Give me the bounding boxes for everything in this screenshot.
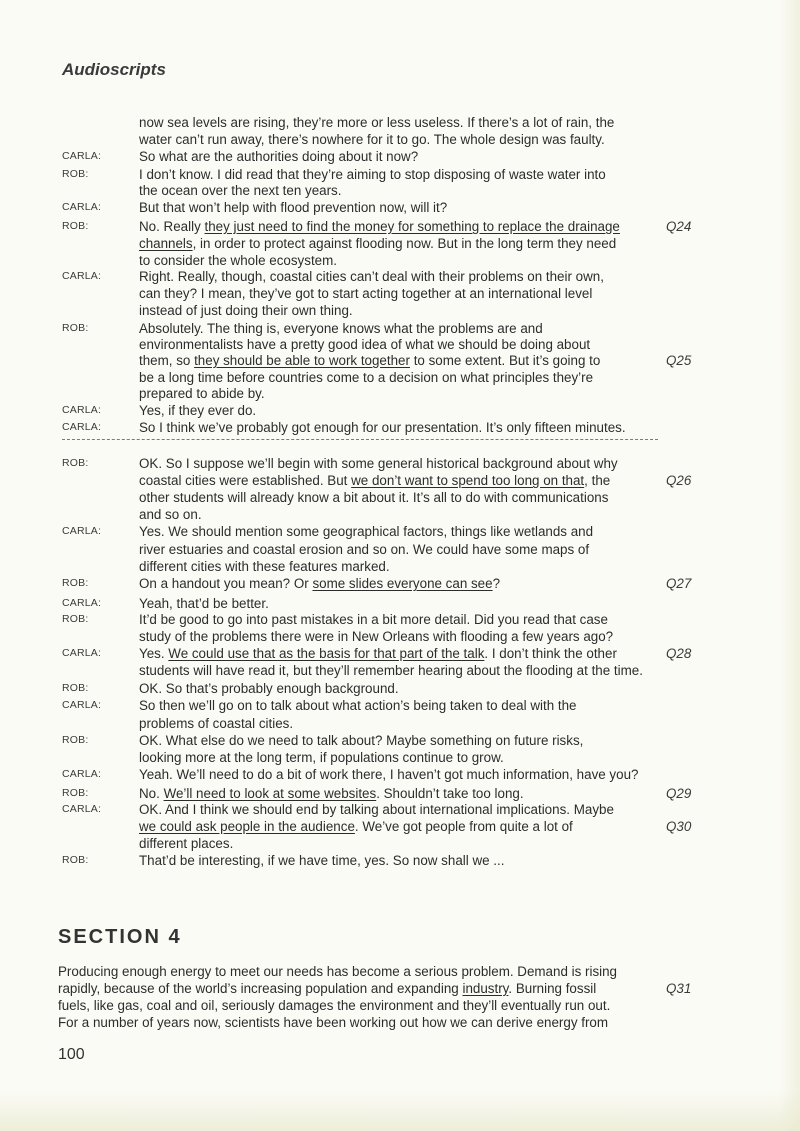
answer-underline: some slides everyone can see <box>312 576 493 591</box>
line-text <box>139 715 293 732</box>
text-run: , the <box>584 473 611 488</box>
line-text <box>139 541 589 558</box>
speaker-label: CARLA: <box>62 803 102 815</box>
line-text <box>139 131 605 148</box>
line-text <box>139 523 593 540</box>
line-text <box>139 199 447 216</box>
text-run: fuels, like gas, coal and oil, seriously damages the environment and they’ll eventually run out. <box>58 998 611 1013</box>
text-run: prepared to abide by. <box>139 386 265 401</box>
line-text <box>139 218 620 235</box>
text-run: . I don’t think the other <box>484 646 617 661</box>
line-text <box>139 852 504 869</box>
line-text <box>139 336 590 353</box>
text-run: No. Really <box>139 219 205 234</box>
text-run: now sea levels are rising, they’re more or less useless. If there’s a lot of rain, the <box>139 115 615 130</box>
paragraph-text <box>58 1014 608 1031</box>
speaker-label: CARLA: <box>62 270 102 282</box>
line-text <box>139 268 604 285</box>
text-run: looking more at the long term, if populations continue to grow. <box>139 750 504 765</box>
line-text <box>139 472 610 489</box>
line-text <box>139 628 613 645</box>
line-text <box>139 749 504 766</box>
text-run: Producing enough energy to meet our needs has become a serious problem. Demand is rising <box>58 964 618 979</box>
speaker-label: ROB: <box>62 577 89 589</box>
answer-underline: channels <box>139 236 193 251</box>
text-run: water can’t run away, there’s nowhere for it to go. The whole design was faulty. <box>139 132 605 147</box>
text-run: . Shouldn’t take too long. <box>376 786 524 801</box>
question-marker: Q26 <box>666 473 692 488</box>
speaker-label: CARLA: <box>62 647 102 659</box>
line-text <box>139 148 418 165</box>
line-text <box>139 419 626 436</box>
text-run: different places. <box>139 836 234 851</box>
line-text <box>139 835 233 852</box>
line-text <box>139 302 353 319</box>
speaker-label: ROB: <box>62 682 89 694</box>
text-run: and so on. <box>139 507 202 522</box>
speaker-label: ROB: <box>62 787 89 799</box>
page-number: 100 <box>58 1046 85 1063</box>
text-run: ? <box>492 576 501 591</box>
speaker-label: CARLA: <box>62 768 102 780</box>
dashed-divider <box>62 439 658 440</box>
page-edge-shadow <box>778 0 800 1131</box>
speaker-label: ROB: <box>62 322 89 334</box>
speaker-label: CARLA: <box>62 201 102 213</box>
text-run: OK. What else do we need to talk about? Maybe something on future risks, <box>139 733 584 748</box>
line-text <box>139 506 202 523</box>
line-text <box>139 595 269 612</box>
question-marker: Q28 <box>666 646 692 661</box>
line-text <box>139 645 617 662</box>
line-text <box>139 320 543 337</box>
speaker-label: ROB: <box>62 457 89 469</box>
answer-underline: we don’t want to spend too long on that <box>351 473 585 488</box>
text-run: . Burning fossil <box>508 981 597 996</box>
text-run: can they? I mean, they’ve got to start acting together at an international level <box>139 286 593 301</box>
running-header: Audioscripts <box>62 60 166 79</box>
line-text <box>139 402 256 419</box>
page-bottom-shadow <box>0 1091 800 1131</box>
line-text <box>139 785 524 802</box>
text-run: the ocean over the next ten years. <box>139 183 342 198</box>
line-text <box>139 662 643 679</box>
line-text <box>139 732 583 749</box>
answer-underline: We could use that as the basis for that part of the talk <box>168 646 485 661</box>
line-text <box>139 369 593 386</box>
speaker-label: CARLA: <box>62 699 102 711</box>
line-text <box>139 114 614 131</box>
line-text <box>139 182 341 199</box>
text-run: I don’t know. I did read that they’re aiming to stop disposing of waste water into <box>139 167 606 182</box>
line-text <box>139 611 608 628</box>
line-text <box>139 385 265 402</box>
text-run: OK. So that’s probably enough background. <box>139 681 399 696</box>
speaker-label: ROB: <box>62 854 89 866</box>
text-run: be a long time before countries come to a decision on what principles they’re <box>139 370 594 385</box>
answer-underline: they just need to find the money for something to replace the drainage <box>204 219 620 234</box>
question-marker: Q25 <box>666 353 692 368</box>
text-run: That’d be interesting, if we have time, yes. So now shall we ... <box>139 853 505 868</box>
text-run: For a number of years now, scientists have been working out how we can derive energy from <box>58 1015 609 1030</box>
line-text <box>139 558 390 575</box>
text-run: It’d be good to go into past mistakes in a bit more detail. Did you read that case <box>139 612 608 627</box>
speaker-label: ROB: <box>62 168 89 180</box>
text-run: On a handout you mean? Or <box>139 576 313 591</box>
line-text <box>139 697 576 714</box>
speaker-label: CARLA: <box>62 597 102 609</box>
text-run: students will have read it, but they’ll remember hearing about the flooding at the time. <box>139 663 643 678</box>
text-run: to consider the whole ecosystem. <box>139 253 337 268</box>
speaker-label: ROB: <box>62 220 89 232</box>
answer-underline: industry <box>462 981 509 996</box>
text-run: them, so <box>139 353 195 368</box>
text-run: Yeah. We’ll need to do a bit of work there, I haven’t got much information, have you? <box>139 767 639 782</box>
text-run: So then we’ll go on to talk about what action’s being taken to deal with the <box>139 698 577 713</box>
answer-underline: they should be able to work together <box>194 353 410 368</box>
line-text <box>139 680 399 697</box>
text-run: instead of just doing their own thing. <box>139 303 353 318</box>
text-run: environmentalists have a pretty good idea of what we should be doing about <box>139 337 591 352</box>
line-text <box>139 801 614 818</box>
line-text <box>139 352 600 369</box>
text-run: So what are the authorities doing about it now? <box>139 149 419 164</box>
speaker-label: CARLA: <box>62 404 102 416</box>
speaker-label: CARLA: <box>62 525 102 537</box>
text-run: But that won’t help with flood prevention now, will it? <box>139 200 448 215</box>
line-text <box>139 575 500 592</box>
line-text <box>139 489 608 506</box>
text-run: Yeah, that’d be better. <box>139 596 269 611</box>
answer-underline: We’ll need to look at some websites <box>163 786 377 801</box>
question-marker: Q29 <box>666 786 692 801</box>
text-run: Absolutely. The thing is, everyone knows what the problems are and <box>139 321 543 336</box>
paragraph-text <box>58 963 617 980</box>
paragraph-text <box>58 997 610 1014</box>
paragraph-text <box>58 980 596 997</box>
line-text <box>139 818 573 835</box>
text-run: Right. Really, though, coastal cities can’t deal with their problems on their own, <box>139 269 604 284</box>
speaker-label: CARLA: <box>62 421 102 433</box>
text-run: Yes. We should mention some geographical factors, things like wetlands and <box>139 524 594 539</box>
text-run: rapidly, because of the world’s increasing population and expanding <box>58 981 463 996</box>
text-run: to some extent. But it’s going to <box>409 353 601 368</box>
text-run: other students will already know a bit about it. It’s all to do with communications <box>139 490 609 505</box>
text-run: coastal cities were established. But <box>139 473 352 488</box>
text-run: Yes, if they ever do. <box>139 403 257 418</box>
text-run: , in order to protect against flooding now. But in the long term they need <box>192 236 617 251</box>
text-run: OK. So I suppose we’ll begin with some general historical background about why <box>139 456 618 471</box>
text-run: Yes. <box>139 646 169 661</box>
text-run: river estuaries and coastal erosion and so on. We could have some maps of <box>139 542 590 557</box>
text-run: problems of coastal cities. <box>139 716 294 731</box>
section-heading: SECTION 4 <box>58 926 182 948</box>
line-text <box>139 766 638 783</box>
question-marker: Q27 <box>666 576 692 591</box>
question-marker: Q24 <box>666 219 692 234</box>
text-run: different cities with these features marked. <box>139 559 390 574</box>
line-text <box>139 166 606 183</box>
speaker-label: ROB: <box>62 734 89 746</box>
line-text <box>139 235 616 252</box>
line-text <box>139 285 592 302</box>
line-text <box>139 455 618 472</box>
text-run: So I think we’ve probably got enough for our presentation. It’s only fifteen minutes. <box>139 420 626 435</box>
speaker-label: CARLA: <box>62 150 102 162</box>
speaker-label: ROB: <box>62 613 89 625</box>
text-run: No. <box>139 786 164 801</box>
text-run: OK. And I think we should end by talking about international implications. Maybe <box>139 802 614 817</box>
text-run: study of the problems there were in New Orleans with flooding a few years ago? <box>139 629 614 644</box>
answer-underline: we could ask people in the audience <box>139 819 355 834</box>
question-marker: Q31 <box>666 981 692 996</box>
text-run: . We’ve got people from quite a lot of <box>354 819 573 834</box>
line-text <box>139 252 337 269</box>
question-marker: Q30 <box>666 819 692 834</box>
